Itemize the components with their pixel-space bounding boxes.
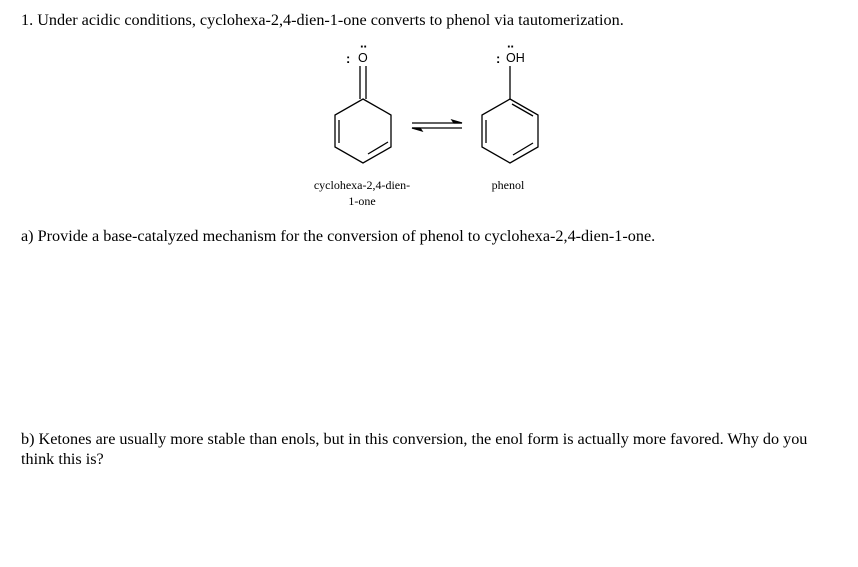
lone-pair-left-oh: : bbox=[496, 51, 501, 66]
question-intro: 1. Under acidic conditions, cyclohexa-2,4-dien-1-one converts to phenol via tautomerization. bbox=[21, 11, 624, 29]
phenol-name-label: phenol bbox=[491, 178, 525, 192]
lone-pair-top-oh: ·· bbox=[507, 39, 514, 54]
hydroxyl-atom-label: OH bbox=[506, 51, 525, 65]
phenol-structure bbox=[482, 66, 538, 163]
question-part-b: b) Ketones are usually more stable than enols, but in this conversion, the enol form is actually more favored. Why do you think this is? bbox=[21, 430, 808, 468]
oxygen-atom-label: O bbox=[358, 51, 368, 65]
ketone-name-label bbox=[292, 177, 432, 209]
ketone-name-line1: cyclohexa-2,4-dien- bbox=[313, 178, 411, 192]
lone-pair-left: : bbox=[346, 51, 351, 66]
question-part-a: a) Provide a base-catalyzed mechanism for the conversion of phenol to cyclohexa-2,4-dien-1-one. bbox=[21, 227, 656, 245]
ketone-structure bbox=[335, 66, 391, 163]
ketone-name-line2: 1-one bbox=[348, 194, 376, 208]
lone-pair-top: ·· bbox=[360, 39, 367, 54]
equilibrium-arrow bbox=[412, 120, 462, 131]
